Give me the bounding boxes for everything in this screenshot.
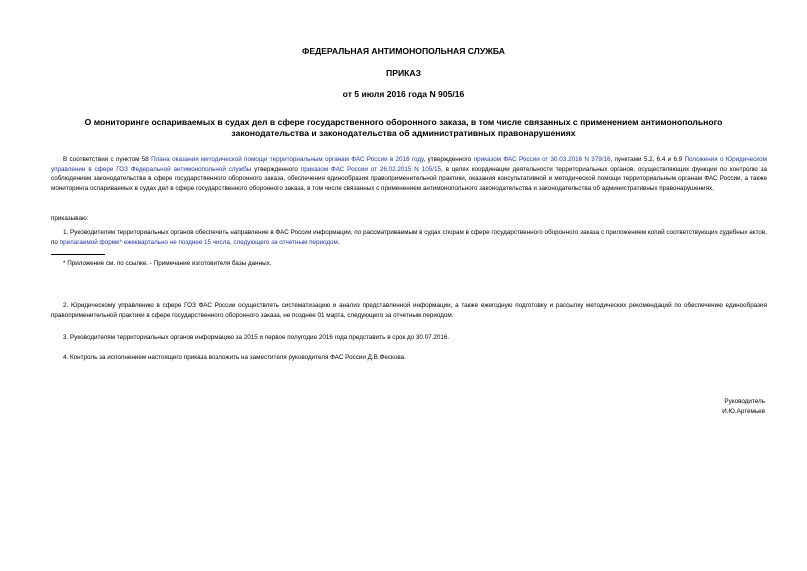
plan-link[interactable]: Плана оказания методической помощи территориальным органам ФАС России в 2016 году (151, 156, 424, 163)
document-type: ПРИКАЗ (386, 68, 421, 78)
signature-position: Руководитель (724, 398, 765, 405)
regulation-link[interactable]: Положения о Юридическом управлении в сфере ГОЗ Федеральной антимонопольной службы (51, 156, 767, 173)
preamble-text-3: , пунктами 5.2, 6.4 и 6.9 (610, 156, 685, 163)
document-date-number: от 5 июля 2016 года N 905/16 (342, 89, 465, 99)
order-word: приказываю: (51, 215, 89, 222)
form-link[interactable]: прилагаемой форме* ежеквартально не позднее 15 числа, следующего за отчетным периодом (59, 238, 338, 246)
footnote-divider (51, 254, 105, 255)
order-105-link[interactable]: приказом ФАС России от 26.02.2015 N 105/15 (300, 165, 441, 173)
preamble-text-1: В соответствии с пунктом 58 (63, 156, 152, 163)
preamble-paragraph (51, 155, 767, 193)
order-379-link[interactable]: приказом ФАС России от 30.03.2016 N 379/16 (473, 156, 611, 163)
preamble-text-5: , в целях координации деятельности территориальных органов, осуществляющих функции по контролю за соблюдением законодательства в сфере государственного оборонного заказа, обеспечения единообразия правоприменительной практики, оказания консультативной и методической помощи территориальным органам ФАС России, а также мониторинга оспариваемых в судах дел в сфере государственного оборонного заказа, в том числе связанных с применением антимонопольного законодательства и законодательства об административных правонарушениях, (51, 165, 767, 192)
footnote: * Приложение см. по ссылке. - Примечание изготовителя базы данных. (63, 260, 272, 267)
preamble-text-2: , утвержденного (423, 156, 474, 163)
item-2-paragraph: 2. Юридическому управлению в сфере ГОЗ ФАС России осуществлять систематизацию и анализ представленной информации, а также ежегодную подготовку и рассылку методических рекомендаций по обеспечению единообразия правоприменительной практики в сфере государственного оборонного заказа, не позднее 01 марта, следующего за отчетным периодом. (51, 302, 767, 319)
item-3-paragraph: 3. Руководителям территориальных органов информацию за 2015 и первое полугодие 2016 года представить в срок до 30.07.2016. (63, 334, 450, 341)
document-title: О мониторинге оспариваемых в судах дел в сфере государственного оборонного заказа, в том числе связанных с применением антимонопольного законодательства и законодательства об административных правонарушениях (84, 117, 723, 138)
item-1-paragraph (51, 228, 767, 247)
item-4-paragraph: 4. Контроль за исполнением настоящего приказа возложить на заместителя руководителя ФАС России Д.В.Фескова. (63, 354, 406, 361)
agency-name: ФЕДЕРАЛЬНАЯ АНТИМОНОПОЛЬНАЯ СЛУЖБА (302, 46, 505, 56)
item-1-text-end: . (337, 238, 340, 246)
preamble-text-4: утвержденного (251, 165, 301, 173)
signature-name: И.Ю.Артемьев (722, 408, 765, 415)
item-1-text: 1. Руководителям территориальных органов обеспечить направление в ФАС России информации, по рассматриваемым в судах спорам в сфере государственного оборонного заказа с приложением копий соответствующих судебных актов, по (51, 229, 767, 246)
